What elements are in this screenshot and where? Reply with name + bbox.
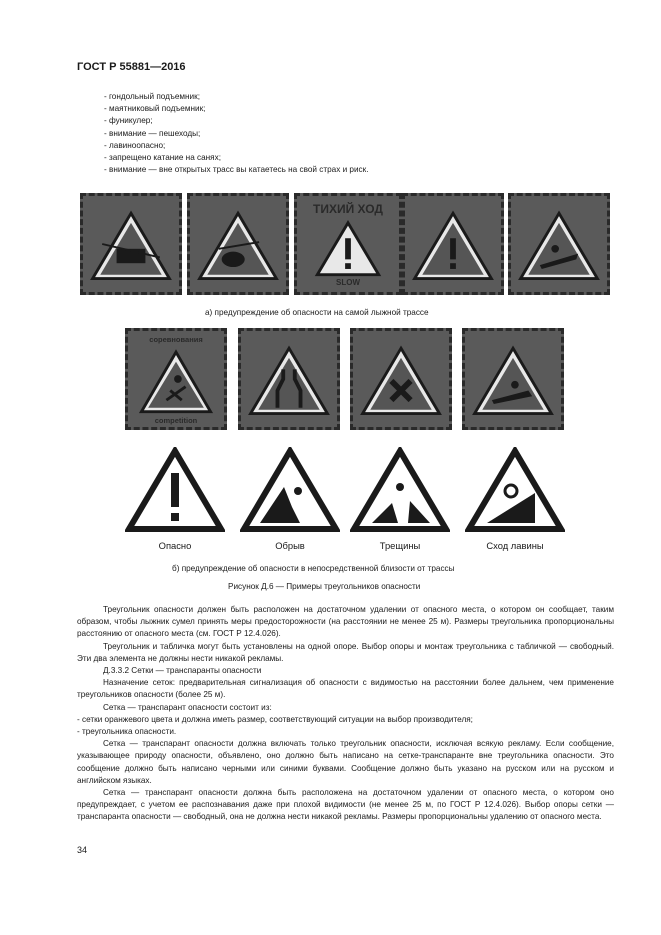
paragraph: Сетка — транспарант опасности состоит из: — [103, 702, 272, 712]
sign-top-text: соревнования — [149, 335, 203, 344]
paragraph: Треугольник и табличка могут быть установлены на одной опоре. Выбор опоры и монтаж треугольника с табличкой — свободный. Эти два элемента не должны нести никакой рекламы. — [77, 641, 614, 663]
paragraph: Треугольник опасности должен быть расположен на достаточном удалении от опасного места, о котором он сообщает, таким образом, чтобы лыжник сумел принять меры предосторожности (на расстоянии не менее 25 м). Размеры треугольника пропорциональны расстоянию от опасного места (см. ГОСТ Р 12.4.026). — [77, 605, 614, 639]
sign-road-narrows — [238, 328, 340, 430]
sign-competition — [125, 328, 227, 430]
list-item: - внимание — пешеходы; — [104, 128, 201, 138]
sign-skier-track — [508, 193, 610, 295]
list-item: - фуникулер; — [104, 116, 153, 126]
road-narrows-icon — [241, 331, 337, 427]
crevasse-icon — [350, 447, 450, 533]
sign-list — [104, 91, 369, 176]
caption-b: б) предупреждение об опасности в непосредственной близости от трассы — [172, 564, 455, 573]
sign-snowmobile — [462, 328, 564, 430]
subsection-heading: Д.3.3.2 Сетки — транспаранты опасности — [103, 666, 262, 676]
sign-exclamation — [402, 193, 504, 295]
snowmobile-icon — [465, 331, 561, 427]
list-item: - треугольника опасности. — [77, 727, 177, 737]
sign-label: Трещины — [379, 540, 421, 551]
list-item: - сетки оранжевого цвета и должна иметь размер, соответствующий ситуации на выбор производителя; — [77, 714, 473, 724]
sign-cross — [350, 328, 452, 430]
list-item: - маятниковый подъемник; — [104, 104, 206, 114]
paragraph: Сетка — транспарант опасности должна быть расположена на достаточном удалении от опасного места, о котором оно предупреждает, с учетом ее распознавания даже при плохой видимости (не менее 25 м, по ГОСТ Р 12.4.026). Выбор опоры сетки — транспаранта опасности — свободный, она не должна нести никакой рекламы. Размеры пропорциональны удалению от опасного места. — [77, 788, 614, 822]
sign-label: Сход лавины — [486, 540, 544, 551]
paragraph: Сетка — транспарант опасности должна включать только треугольник опасности, исключая всякую рекламу. Если сообщение, указывающее природу опасности, объявлено, оно должно быть написано на сетке-транспаранте вне треугольника опасности. Это сообщение должно быть написано черными или синими буквами. Сообщение должно быть указано на русском или на русском и английском языках. — [77, 739, 614, 785]
cable-car-icon — [190, 196, 286, 292]
gondola-icon — [83, 196, 179, 292]
list-item: - внимание — вне открытых трасс вы катаетесь на свой страх и риск. — [104, 165, 369, 175]
skier-on-track-icon — [511, 196, 607, 292]
exclamation-icon — [405, 196, 501, 292]
list-item: - лавиноопасно; — [104, 140, 166, 150]
document-header: ГОСТ Р 55881—2016 — [77, 61, 186, 73]
cross-icon — [353, 331, 449, 427]
body-text — [77, 604, 614, 824]
sign-label: Обрыв — [275, 540, 305, 551]
caption-a: а) предупреждение об опасности на самой лыжной трассе — [205, 308, 429, 317]
page-number: 34 — [77, 845, 88, 855]
figure-caption: Рисунок Д.6 — Примеры треугольников опасности — [228, 582, 421, 591]
sign-top-text: ТИХИЙ ХОД — [313, 202, 383, 216]
sign-label: Опасно — [158, 540, 192, 551]
list-item: - гондольный подъемник; — [104, 92, 200, 101]
exclamation-icon — [125, 447, 225, 533]
sign-cable-car — [187, 193, 289, 295]
sign-bottom-text: competition — [154, 416, 198, 425]
list-item: - запрещено катание на санях; — [104, 153, 221, 163]
sign-crevasse — [350, 447, 450, 533]
skier-falling-icon — [128, 331, 224, 427]
sign-danger — [125, 447, 225, 533]
sign-slow — [294, 193, 402, 295]
sign-cliff — [240, 447, 340, 533]
avalanche-icon — [465, 447, 565, 533]
cliff-icon — [240, 447, 340, 533]
paragraph: Назначение сеток: предварительная сигнализация об опасности с видимостью на расстоянии более дальнем, чем применение треугольников опасности (более 25 м). — [77, 678, 614, 700]
sign-gondola — [80, 193, 182, 295]
sign-avalanche — [465, 447, 565, 533]
sign-bottom-text: SLOW — [336, 278, 360, 287]
